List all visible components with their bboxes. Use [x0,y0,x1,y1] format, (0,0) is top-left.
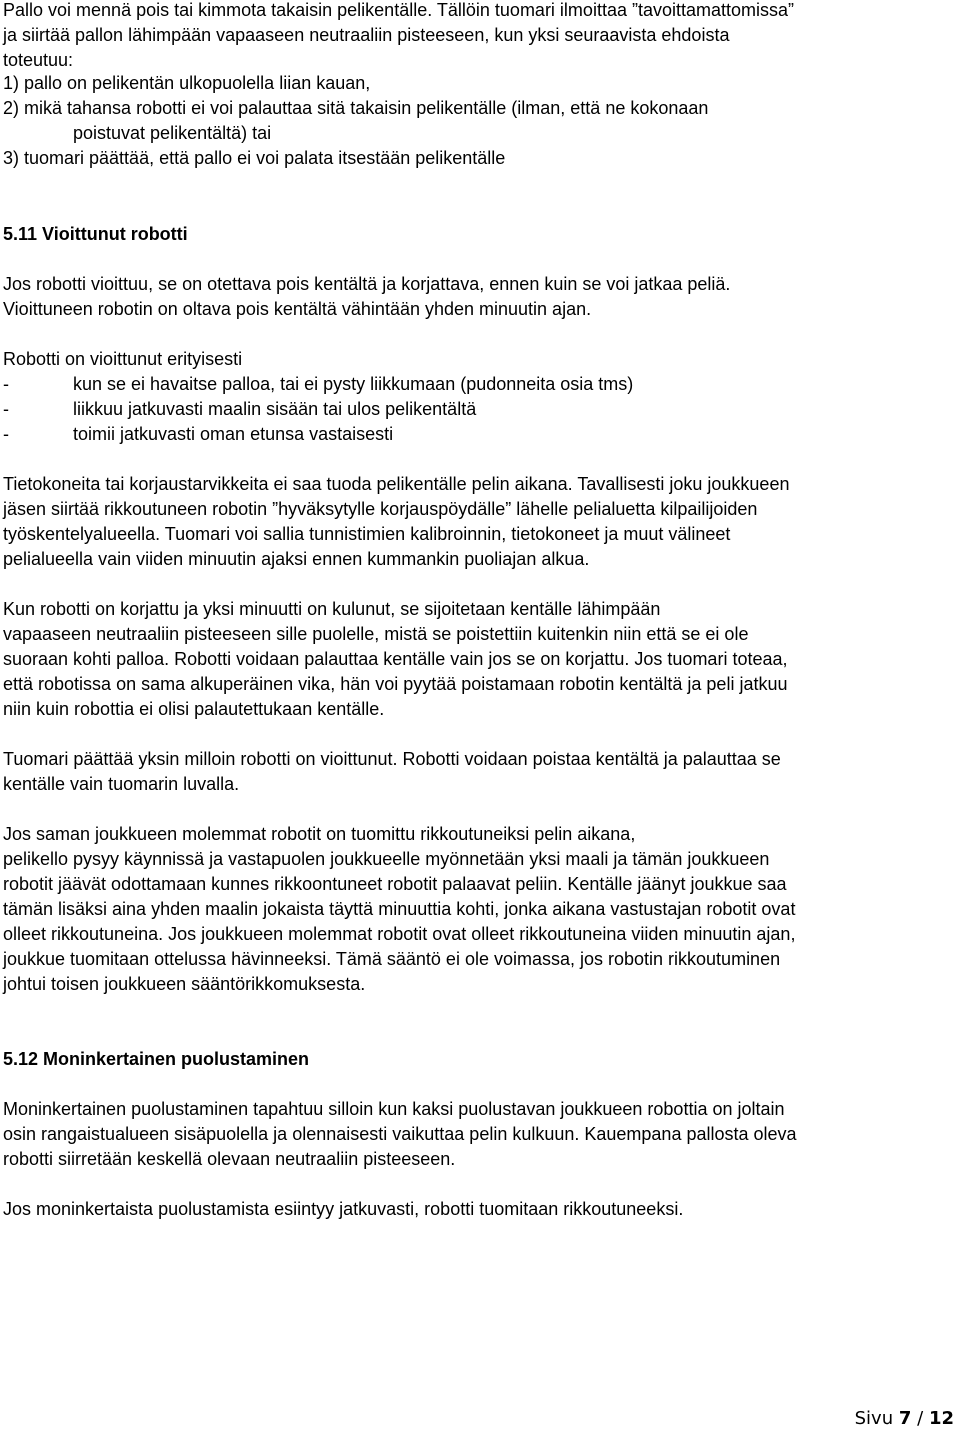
paragraph-line: joukkue tuomitaan ottelussa hävinneeksi. Tämä sääntö ei ole voimassa, jos robotin rikkoutuminen [3,949,781,969]
intro-list-item: 3) tuomari päättää, että pallo ei voi palata itsestään pelikentälle [3,148,506,168]
paragraph-line: Tietokoneita tai korjaustarvikkeita ei saa tuoda pelikentälle pelin aikana. Tavallisesti joku joukkueen [3,474,790,494]
paragraph-line: Kun robotti on korjattu ja yksi minuutti on kulunut, se sijoitetaan kentälle lähimpään [3,599,661,619]
paragraph-line: suoraan kohti palloa. Robotti voidaan palauttaa kentälle vain jos se on korjattu. Jos tuomari toteaa, [3,649,788,669]
footer-separator: / [917,1408,924,1429]
page-number-footer [855,1408,954,1430]
bullet-text: toimii jatkuvasti oman etunsa vastaisesti [73,424,394,444]
paragraph-line: niin kuin robottia ei olisi palautettukaan kentälle. [3,699,385,719]
intro-list-item: 1) pallo on pelikentän ulkopuolella liian kauan, [3,73,371,93]
intro-line: toteutuu: [3,50,74,70]
intro-line: ja siirtää pallon lähimpään vapaaseen neutraaliin pisteeseen, kun yksi seuraavista ehdoista [3,25,730,45]
paragraph-line: Vioittuneen robotin on oltava pois kentältä vähintään yhden minuutin ajan. [3,299,592,319]
footer-label: Sivu [854,1408,894,1429]
paragraph-line: Moninkertainen puolustaminen tapahtuu silloin kun kaksi puolustavan joukkueen robottia on joltain [3,1099,785,1119]
bullet-dash: - [3,399,9,419]
intro-list-item-continuation: poistuvat pelikentältä) tai [73,123,272,143]
paragraph-line: vapaaseen neutraaliin pisteeseen sille puolelle, mistä se poistettiin kuitenkin niin että se ei ole [3,624,749,644]
section-heading-5-12: 5.12 Moninkertainen puolustaminen [3,1049,310,1069]
paragraph-line: että robotissa on sama alkuperäinen vika, hän voi pyytää poistamaan robotin kentältä ja peli jatkuu [3,674,788,694]
bullet-dash: - [3,374,9,394]
footer-total: 12 [928,1408,954,1429]
paragraph-line: pelialueella vain viiden minuutin ajaksi ennen kummankin puoliajan alkua. [3,549,590,569]
paragraph-line: Jos robotti vioittuu, se on otettava pois kentältä ja korjattava, ennen kuin se voi jatkaa peliä. [3,274,731,294]
paragraph-line: Tuomari päättää yksin milloin robotti on vioittunut. Robotti voidaan poistaa kentältä ja palauttaa se [3,749,781,769]
intro-list-item: 2) mikä tahansa robotti ei voi palauttaa sitä takaisin pelikentälle (ilman, että ne kokonaan [3,98,709,118]
paragraph-line: jäsen siirtää rikkoutuneen robotin ”hyväksytylle korjauspöydälle” lähelle pelialuetta kilpailijoiden [3,499,758,519]
footer-page: 7 [898,1408,912,1429]
bullet-text: kun se ei havaitse palloa, tai ei pysty liikkumaan (pudonneita osia tms) [73,374,634,394]
paragraph-line: työskentelyalueella. Tuomari voi sallia tunnistimien kalibroinnin, tietokoneet ja muut välineet [3,524,731,544]
intro-line: Pallo voi mennä pois tai kimmota takaisin pelikentälle. Tällöin tuomari ilmoittaa ”tavoittamattomissa” [3,0,795,20]
paragraph-line: Jos moninkertaista puolustamista esiintyy jatkuvasti, robotti tuomitaan rikkoutuneeksi. [3,1199,684,1219]
paragraph-line: olleet rikkoutuneina. Jos joukkueen molemmat robotit ovat olleet rikkoutuneina viiden minuutin ajan, [3,924,796,944]
paragraph-line: Jos saman joukkueen molemmat robotit on tuomittu rikkoutuneiksi pelin aikana, [3,824,636,844]
bullet-text: liikkuu jatkuvasti maalin sisään tai ulos pelikentältä [73,399,477,419]
paragraph-line: robotti siirretään keskellä olevaan neutraaliin pisteeseen. [3,1149,456,1169]
paragraph-line: robotit jäävät odottamaan kunnes rikkoontuneet robotit palaavat peliin. Kentälle jäänyt joukkue saa [3,874,787,894]
bullet-dash: - [3,424,9,444]
paragraph-line: kentälle vain tuomarin luvalla. [3,774,240,794]
section-heading-5-11: 5.11 Vioittunut robotti [3,224,188,244]
paragraph-line: tämän lisäksi aina yhden maalin jokaista täyttä minuuttia kohti, jonka aikana vastustajan robotit ovat [3,899,796,919]
paragraph-line: johtui toisen joukkueen sääntörikkomuksesta. [3,974,366,994]
paragraph-line: osin rangaistualueen sisäpuolella ja olennaisesti vaikuttaa pelin kulkuun. Kauempana pallosta oleva [3,1124,797,1144]
paragraph-line: pelikello pysyy käynnissä ja vastapuolen joukkueelle myönnetään yksi maali ja tämän joukkueen [3,849,770,869]
list-intro: Robotti on vioittunut erityisesti [3,349,243,369]
